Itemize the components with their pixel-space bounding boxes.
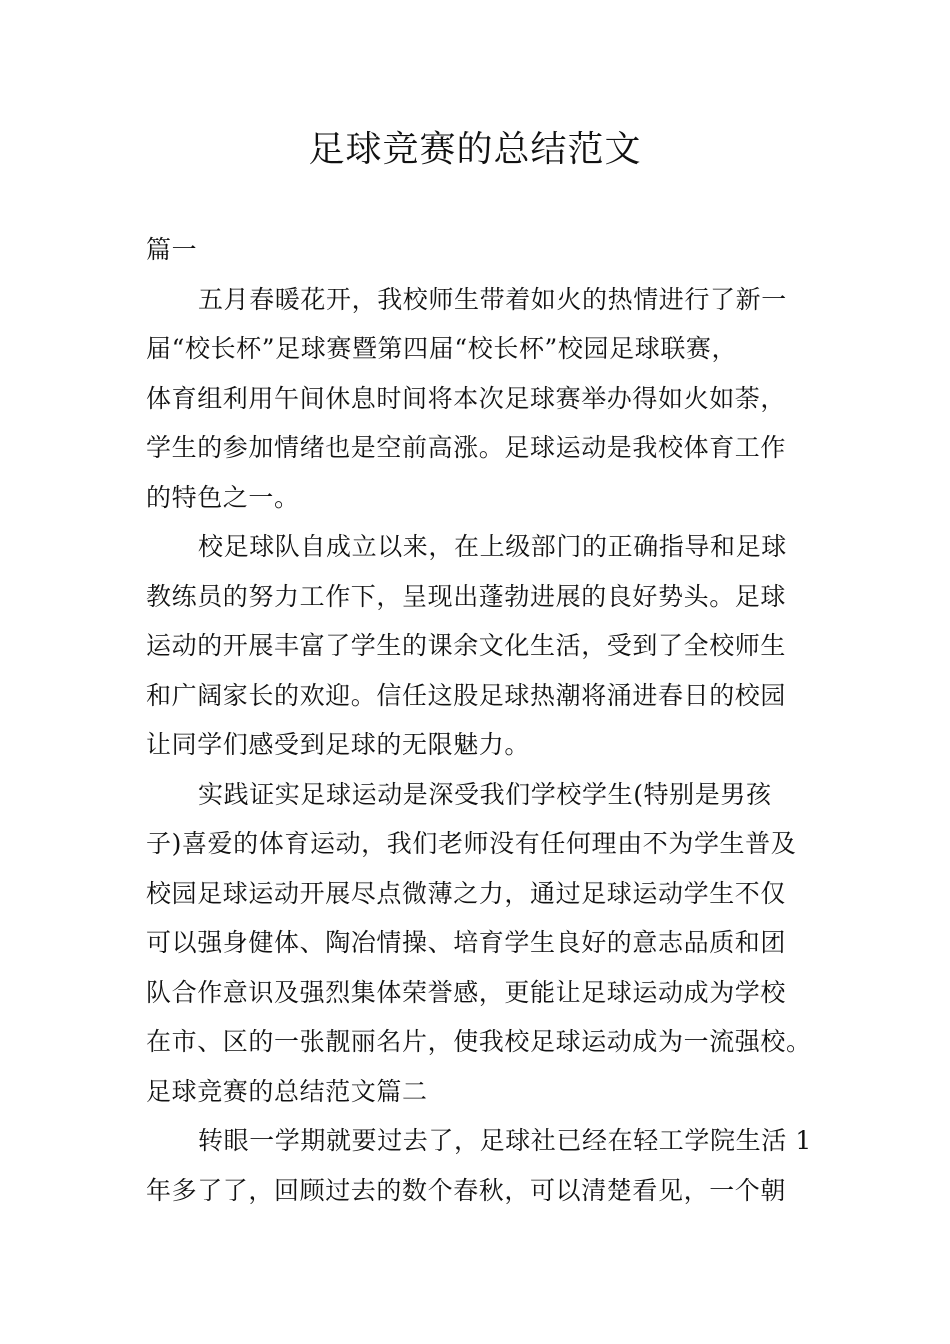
- paragraph-line: 在市、区的一张靓丽名片，使我校足球运动成为一流强校。: [146, 1027, 812, 1056]
- paragraph-line: 转眼一学期就要过去了，足球社已经在轻工学院生活 1: [198, 1126, 812, 1155]
- document-body: [146, 225, 810, 1215]
- paragraph-line: 校园足球运动开展尽点微薄之力，通过足球运动学生不仅: [146, 878, 787, 908]
- paragraph-line: 子)喜爱的体育运动，我们老师没有任何理由不为学生普及: [146, 829, 797, 858]
- section-heading: 篇一: [146, 235, 198, 264]
- section-heading: 足球竞赛的总结范文篇二: [146, 1076, 428, 1106]
- paragraph-line: 让同学们感受到足球的无限魅力。: [146, 730, 531, 759]
- paragraph-line: 校足球队自成立以来，在上级部门的正确指导和足球: [198, 532, 787, 561]
- paragraph-line: 教练员的努力工作下，呈现出蓬勃进展的良好势头。足球: [146, 581, 787, 611]
- paragraph-line: 和广阔家长的欢迎。信任这股足球热潮将涌进春日的校园: [146, 680, 787, 710]
- paragraph-line: 队合作意识及强烈集体荣誉感，更能让足球运动成为学校: [146, 977, 787, 1007]
- paragraph-line: 学生的参加情绪也是空前高涨。足球运动是我校体育工作: [146, 433, 787, 462]
- paragraph-line: 届“校长杯”足球赛暨第四届“校长杯”校园足球联赛，: [146, 334, 738, 363]
- paragraph-line: 运动的开展丰富了学生的课余文化生活，受到了全校师生: [146, 631, 787, 660]
- paragraph-line: 的特色之一。: [146, 482, 300, 512]
- paragraph-line: 五月春暖花开，我校师生带着如火的热情进行了新一: [198, 284, 787, 314]
- paragraph-line: 体育组利用午间休息时间将本次足球赛举办得如火如荼，: [146, 383, 787, 413]
- document-title: 足球竞赛的总结范文: [308, 129, 642, 170]
- paragraph-line: 年多了了，回顾过去的数个春秋，可以清楚看见，一个朝: [146, 1175, 787, 1205]
- paragraph-line: 实践证实足球运动是深受我们学校学生(特别是男孩: [198, 779, 772, 809]
- paragraph-line: 可以强身健体、陶冶情操、培育学生良好的意志品质和团: [146, 928, 787, 957]
